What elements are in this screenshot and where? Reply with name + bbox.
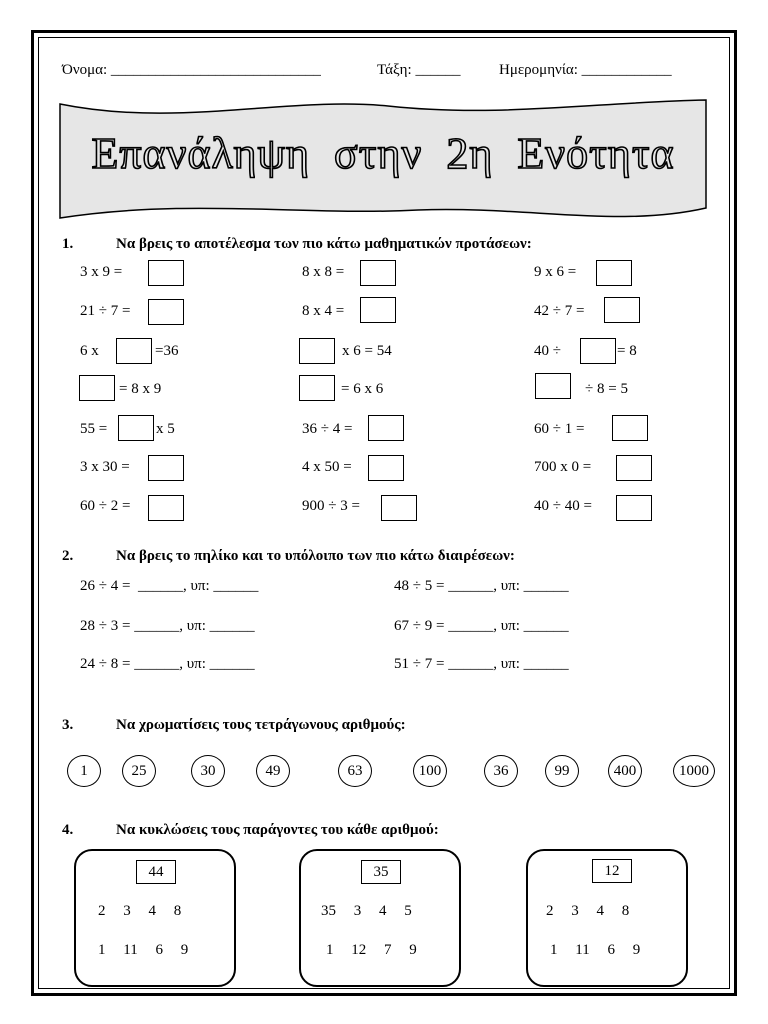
answer-box[interactable] [148, 495, 184, 521]
answer-box[interactable] [299, 338, 335, 364]
number-circle[interactable]: 36 [484, 755, 518, 787]
answer-box[interactable] [381, 495, 417, 521]
number-circle[interactable]: 30 [191, 755, 225, 787]
q2-item[interactable]: 51 ÷ 7 = ______, υπ: ______ [394, 656, 569, 672]
answer-box[interactable] [148, 299, 184, 325]
q1-c3-r4-after: ÷ 8 = 5 [585, 381, 628, 397]
number-circle[interactable]: 49 [256, 755, 290, 787]
q1-c1-r3-text: 6 x [80, 343, 99, 359]
q1-title: Να βρεις το αποτέλεσμα των πιο κάτω μαθηματικών προτάσεων: [116, 236, 532, 252]
answer-box[interactable] [616, 495, 652, 521]
answer-box[interactable] [580, 338, 616, 364]
q2-item[interactable]: 26 ÷ 4 = ______, υπ: ______ [80, 578, 259, 594]
number-circle[interactable]: 1000 [673, 755, 715, 787]
answer-box[interactable] [368, 455, 404, 481]
q1-c1-r1-text: 3 x 9 = [80, 264, 123, 280]
answer-box[interactable] [612, 415, 648, 441]
q1-c1-r2-text: 21 ÷ 7 = [80, 303, 131, 319]
factor-target: 12 [592, 859, 632, 883]
number-circle[interactable]: 400 [608, 755, 642, 787]
q2-item[interactable]: 48 ÷ 5 = ______, υπ: ______ [394, 578, 569, 594]
factor-row[interactable]: 2 3 4 8 [546, 903, 630, 919]
q1-c3-r3-text: 40 ÷ [534, 343, 561, 359]
q1-c2-r5-text: 36 ÷ 4 = [302, 421, 353, 437]
answer-box[interactable] [148, 455, 184, 481]
q2-item[interactable]: 67 ÷ 9 = ______, υπ: ______ [394, 618, 569, 634]
q2-number: 2. [62, 548, 74, 564]
number-circle[interactable]: 100 [413, 755, 447, 787]
answer-box[interactable] [604, 297, 640, 323]
answer-box[interactable] [360, 297, 396, 323]
answer-box[interactable] [535, 373, 571, 399]
answer-box[interactable] [616, 455, 652, 481]
factor-card [74, 849, 236, 987]
factor-card [299, 849, 461, 987]
answer-box[interactable] [360, 260, 396, 286]
number-circle[interactable]: 99 [545, 755, 579, 787]
q2-title: Να βρεις το πηλίκο και το υπόλοιπο των πιο κάτω διαιρέσεων: [116, 548, 515, 564]
answer-box[interactable] [118, 415, 154, 441]
banner-title: Επανάληψη στην 2η Ενότητα [91, 129, 675, 178]
q1-c3-r3-after: = 8 [617, 343, 637, 359]
class-field[interactable]: Τάξη: ______ [377, 62, 461, 78]
factor-card [526, 849, 688, 987]
q1-c1-r5-text: 55 = [80, 421, 108, 437]
q1-c2-r2-text: 8 x 4 = [302, 303, 345, 319]
title-banner [58, 98, 708, 220]
factor-row[interactable]: 35 3 4 5 [321, 903, 412, 919]
answer-box[interactable] [116, 338, 152, 364]
q1-c2-r7-text: 900 ÷ 3 = [302, 498, 360, 514]
answer-box[interactable] [299, 375, 335, 401]
q2-item[interactable]: 24 ÷ 8 = ______, υπ: ______ [80, 656, 255, 672]
factor-target: 44 [136, 860, 176, 884]
q3-number: 3. [62, 717, 74, 733]
q1-c1-r5-after: x 5 [156, 421, 175, 437]
q1-c2-r1-text: 8 x 8 = [302, 264, 345, 280]
answer-box[interactable] [79, 375, 115, 401]
q1-c3-r7-text: 40 ÷ 40 = [534, 498, 592, 514]
number-circle[interactable]: 25 [122, 755, 156, 787]
date-field[interactable]: Ημερομηνία: ____________ [499, 62, 672, 78]
q1-number: 1. [62, 236, 74, 252]
q1-c3-r5-text: 60 ÷ 1 = [534, 421, 585, 437]
q1-c2-r6-text: 4 x 50 = [302, 459, 352, 475]
factor-row[interactable]: 1 11 6 9 [98, 942, 189, 958]
q3-title: Να χρωματίσεις τους τετράγωνους αριθμούς: [116, 717, 406, 733]
q1-c1-r7-text: 60 ÷ 2 = [80, 498, 131, 514]
q1-c3-r6-text: 700 x 0 = [534, 459, 592, 475]
q2-item[interactable]: 28 ÷ 3 = ______, υπ: ______ [80, 618, 255, 634]
number-circle[interactable]: 1 [67, 755, 101, 787]
factor-row[interactable]: 1 11 6 9 [550, 942, 641, 958]
factor-row[interactable]: 2 3 4 8 [98, 903, 182, 919]
q4-number: 4. [62, 822, 74, 838]
answer-box[interactable] [368, 415, 404, 441]
q1-c3-r1-text: 9 x 6 = [534, 264, 577, 280]
q4-title: Να κυκλώσεις τους παράγοντες του κάθε αριθμού: [116, 822, 439, 838]
q1-c1-r6-text: 3 x 30 = [80, 459, 130, 475]
q1-c1-r4-after: = 8 x 9 [119, 381, 162, 397]
factor-row[interactable]: 1 12 7 9 [326, 942, 417, 958]
name-field[interactable]: Όνομα: ____________________________ [62, 62, 321, 78]
q1-c2-r3-after: x 6 = 54 [342, 343, 392, 359]
q1-c2-r4-after: = 6 x 6 [341, 381, 384, 397]
number-circle[interactable]: 63 [338, 755, 372, 787]
q1-c3-r2-text: 42 ÷ 7 = [534, 303, 585, 319]
answer-box[interactable] [148, 260, 184, 286]
q1-c1-r3-after: =36 [155, 343, 179, 359]
answer-box[interactable] [596, 260, 632, 286]
factor-target: 35 [361, 860, 401, 884]
